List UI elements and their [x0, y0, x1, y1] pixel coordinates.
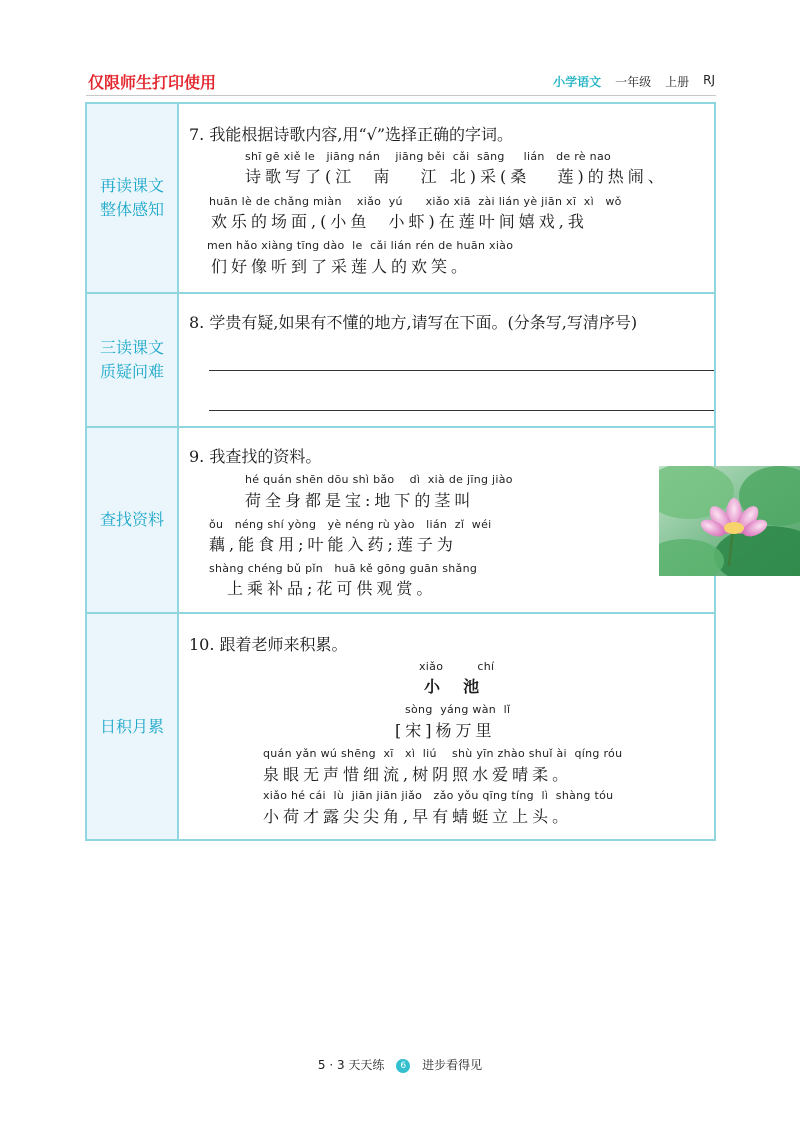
pinyin-line: shī gē xiě le jiāng nán jiāng běi cǎi sāng lián de rè nao	[245, 150, 612, 163]
pinyin-line: huān lè de chǎng miàn xiǎo yú xiǎo xiā zài lián yè jiān xī xì wǒ	[209, 195, 622, 208]
poem-pinyin-line: xiǎo hé cái lù jiān jiān jiǎo zǎo yǒu qīng tíng lì shàng tóu	[263, 789, 614, 802]
label-line: 查找资料	[99, 510, 164, 529]
row-accumulate	[87, 612, 714, 839]
section-label	[87, 294, 179, 426]
subject: 小学语文	[553, 75, 602, 89]
section-content	[187, 294, 704, 426]
edition: RJ	[703, 73, 715, 87]
row-reread	[87, 104, 714, 292]
lotus-image	[659, 466, 800, 576]
text-line: 荷全身都是宝:地下的茎叫	[245, 491, 475, 510]
poem-title: 小 池	[424, 677, 484, 696]
section-content	[187, 614, 704, 839]
poem-title-pinyin: xiǎo chí	[419, 660, 495, 673]
section-content	[187, 428, 704, 612]
answer-line[interactable]	[209, 410, 714, 411]
section-label	[87, 428, 179, 612]
poem-line: 小荷才露尖尖角,早有蜻蜓立上头。	[263, 807, 573, 826]
label-line: 整体感知	[99, 200, 164, 219]
section-content	[187, 104, 704, 292]
text-line: 欢乐的场面,(小鱼 小虾)在莲叶间嬉戏,我	[211, 212, 588, 231]
lotus-photo	[659, 466, 800, 576]
label-line: 再读课文	[99, 176, 164, 195]
question-9: 9. 我查找的资料。	[189, 447, 322, 466]
header-divider	[86, 95, 716, 96]
footer-brand: 5 · 3 天天练	[317, 1058, 385, 1072]
label-line: 质疑问难	[99, 362, 164, 381]
pinyin-line: hé quán shēn dōu shì bǎo dì xià de jīng jiào	[245, 473, 513, 486]
section-label	[87, 104, 179, 292]
pinyin-line: men hǎo xiàng tīng dào le cǎi lián rén de huān xiào	[207, 239, 514, 252]
text-line: 诗歌写了(江 南 江 北)采(桑 莲)的热闹、	[245, 167, 668, 186]
volume: 上册	[665, 75, 690, 89]
print-notice: 仅限师生打印使用	[88, 73, 217, 92]
question-8: 8. 学贵有疑,如果有不懂的地方,请写在下面。(分条写,写清序号)	[189, 313, 638, 332]
poem-line: 泉眼无声惜细流,树阴照水爱晴柔。	[263, 765, 573, 784]
poem-author: [宋]杨万里	[395, 721, 496, 740]
row-research	[87, 426, 714, 612]
text-line: 上乘补品;花可供观赏。	[227, 579, 437, 598]
pinyin-line: ǒu néng shí yòng yè néng rù yào lián zǐ wéi	[209, 518, 492, 531]
text-line: 们好像听到了采莲人的欢笑。	[211, 257, 472, 276]
label-line: 三读课文	[99, 338, 164, 357]
answer-line[interactable]	[209, 370, 714, 371]
page-footer	[0, 1056, 800, 1073]
footer-slogan: 进步看得见	[422, 1058, 483, 1072]
section-label	[87, 614, 179, 839]
page-number: 6	[396, 1059, 410, 1073]
question-10: 10. 跟着老师来积累。	[189, 635, 348, 654]
row-question	[87, 292, 714, 426]
poem-author-pinyin: sòng yáng wàn lǐ	[405, 703, 511, 716]
poem-pinyin-line: quán yǎn wú shēng xī xì liú shù yīn zhào shuǐ ài qíng róu	[263, 747, 623, 760]
question-7: 7. 我能根据诗歌内容,用“√”选择正确的字词。	[189, 125, 513, 144]
book-info	[553, 73, 715, 90]
pinyin-line: shàng chéng bǔ pǐn huā kě gōng guān shǎng	[209, 562, 478, 575]
exercise-table	[85, 102, 716, 841]
label-line: 日积月累	[99, 716, 164, 736]
grade: 一年级	[615, 75, 652, 89]
text-line: 藕,能食用;叶能入药;莲子为	[209, 535, 457, 554]
